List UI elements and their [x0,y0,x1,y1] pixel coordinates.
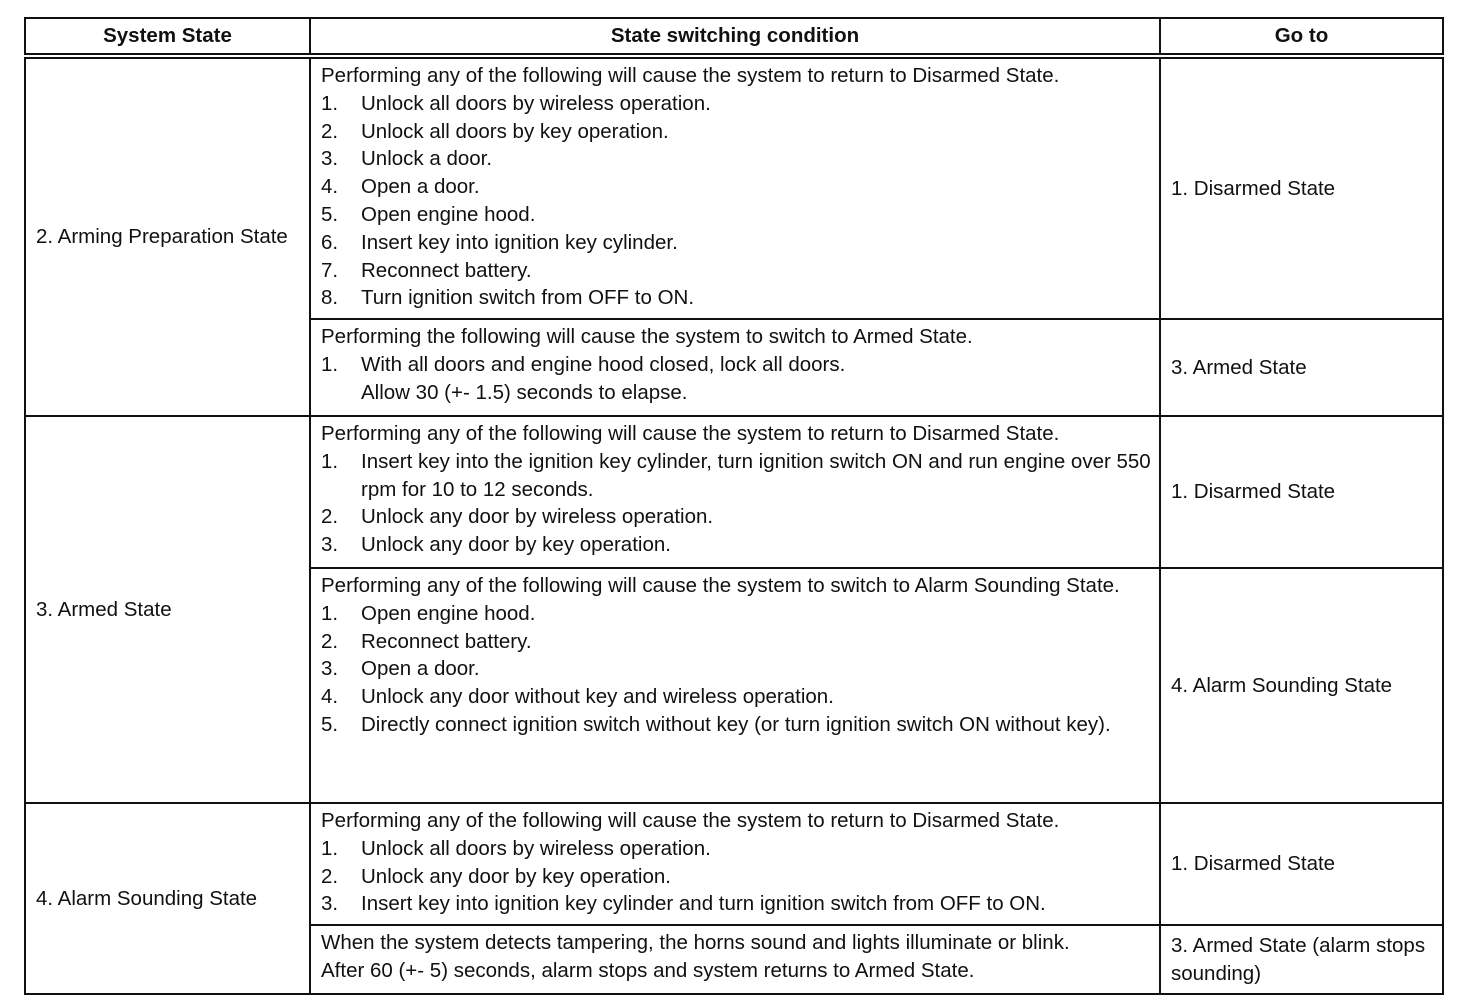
list-item [321,683,1151,711]
list-item [321,628,1151,656]
condition-intro: Performing any of the following will cause the system to return to Disarmed State. [321,64,1060,87]
list-item [321,284,1151,312]
table-row [25,803,1443,925]
list-item [321,257,1151,285]
header-system-state: System State [25,18,310,56]
item-text: Turn ignition switch from OFF to ON. [361,286,695,310]
list-item [321,351,1151,407]
item-number: 2. [321,505,339,529]
goto-cell: 1. Disarmed State [1160,803,1443,925]
list-item [321,655,1151,683]
item-text [361,351,1151,407]
item-number: 1. [321,601,339,625]
condition-intro: Performing any of the following will cause the system to return to Disarmed State. [321,422,1060,445]
condition-intro: Performing the following will cause the system to switch to Armed State. [321,325,973,348]
item-text: Directly connect ignition switch without key (or turn ignition switch ON without key). [361,712,1111,736]
item-text: Unlock any door by key operation. [361,533,671,557]
condition-cell [310,416,1160,568]
item-number: 7. [321,258,339,282]
item-number: 8. [321,286,339,310]
item-text-line: Allow 30 (+- 1.5) seconds to elapse. [361,380,688,404]
item-text: Insert key into the ignition key cylinder, turn ignition switch ON and run engine over 550 rpm for 10 to 12 seconds. [361,449,1151,501]
goto-cell: 3. Armed State [1160,319,1443,416]
item-number: 4. [321,175,339,199]
item-number: 2. [321,629,339,653]
condition-intro: Performing any of the following will cause the system to switch to Alarm Sounding State. [321,574,1120,597]
list-item [321,890,1151,918]
item-text: Unlock all doors by wireless operation. [361,91,711,115]
item-number: 1. [321,836,339,860]
header-go-to: Go to [1160,18,1443,56]
item-number: 5. [321,202,339,226]
state-cell: 4. Alarm Sounding State [25,803,310,994]
item-text: Reconnect battery. [361,629,532,653]
item-text: Unlock any door by wireless operation. [361,505,714,529]
list-item [321,835,1151,863]
goto-cell: 1. Disarmed State [1160,416,1443,568]
item-number: 3. [321,892,339,916]
item-text: Reconnect battery. [361,258,532,282]
item-number: 5. [321,712,339,736]
condition-cell [310,56,1160,319]
list-item [321,863,1151,891]
goto-cell: 4. Alarm Sounding State [1160,568,1443,803]
item-text: Unlock any door by key operation. [361,864,671,888]
condition-intro-line2: After 60 (+- 5) seconds, alarm stops and system returns to Armed State. [321,958,975,982]
item-text: Open a door. [361,657,480,681]
list-item [321,173,1151,201]
condition-cell [310,568,1160,803]
item-number: 3. [321,657,339,681]
item-text: Unlock all doors by key operation. [361,119,669,143]
state-transition-table [24,17,1444,995]
goto-cell: 3. Armed State (alarm stops sounding) [1160,925,1443,994]
item-text: Open engine hood. [361,601,536,625]
goto-cell: 1. Disarmed State [1160,56,1443,319]
condition-intro: Performing any of the following will cause the system to return to Disarmed State. [321,809,1060,832]
table-row [25,56,1443,319]
item-number: 4. [321,685,339,709]
state-cell: 3. Armed State [25,416,310,803]
item-text: Unlock a door. [361,147,493,171]
list-item [321,503,1151,531]
item-number: 2. [321,119,339,143]
item-text: Unlock any door without key and wireless operation. [361,685,834,709]
list-item [321,90,1151,118]
item-text-line: With all doors and engine hood closed, lock all doors. [361,352,846,376]
item-number: 1. [321,352,339,376]
item-text: Insert key into ignition key cylinder and turn ignition switch from OFF to ON. [361,892,1046,916]
item-number: 2. [321,864,339,888]
condition-intro: When the system detects tampering, the horns sound and lights illuminate or blink. [321,931,1070,954]
list-item [321,711,1151,739]
item-text: Open a door. [361,175,480,199]
list-item [321,229,1151,257]
item-number: 3. [321,533,339,557]
list-item [321,448,1151,504]
item-text: Unlock all doors by wireless operation. [361,836,711,860]
list-item [321,118,1151,146]
item-number: 6. [321,230,339,254]
item-number: 1. [321,449,339,473]
item-number: 3. [321,147,339,171]
condition-cell [310,319,1160,416]
item-number: 1. [321,91,339,115]
table-header-row [25,18,1443,56]
header-switching-condition: State switching condition [310,18,1160,56]
item-text: Insert key into ignition key cylinder. [361,230,678,254]
list-item [321,145,1151,173]
state-cell: 2. Arming Preparation State [25,56,310,416]
condition-cell [310,803,1160,925]
item-text: Open engine hood. [361,202,536,226]
list-item [321,201,1151,229]
list-item [321,600,1151,628]
table-row [25,416,1443,568]
list-item [321,531,1151,559]
condition-cell [310,925,1160,994]
